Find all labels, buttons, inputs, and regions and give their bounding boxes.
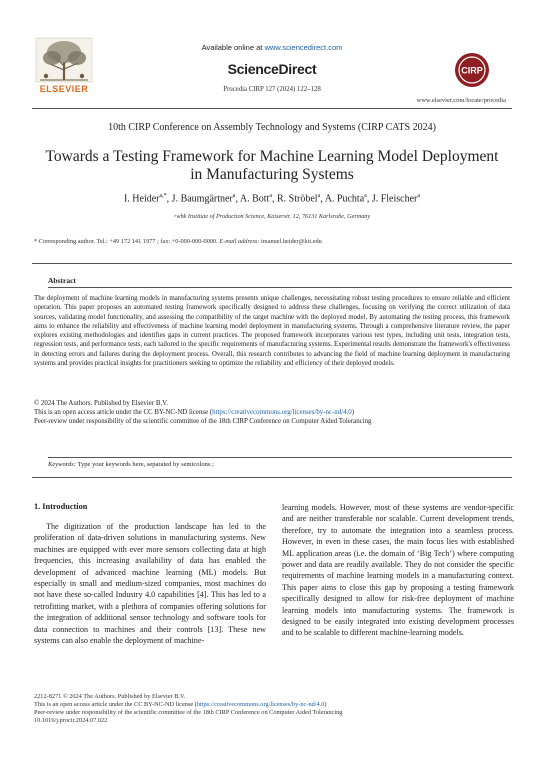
author-separator: , — [320, 193, 325, 205]
open-access-prefix: This is an open access article under the CC BY-NC-ND license ( — [34, 409, 213, 416]
availability-prefix: Available online at — [201, 43, 265, 52]
left-column — [34, 521, 266, 646]
author-separator: , — [166, 193, 172, 205]
license-link[interactable]: https://creativecommons.org/licenses/by-nc-nd/4.0 — [212, 409, 352, 416]
author-separator: , — [235, 193, 240, 205]
footer-open-access-prefix: This is an open access article under the CC BY-NC-ND license ( — [34, 701, 197, 708]
author-name: A. Bott — [239, 193, 270, 205]
author-affil-mark: a — [317, 193, 321, 199]
availability-line — [0, 43, 544, 52]
open-access-line — [34, 408, 510, 417]
intro-paragraph-left: The digitization of the production landscape has led to the proliferation of data-driven solutions in manufacturing systems. New machines are equipped with ever more sensors collecting data at high frequencies, this increasing availability of data has enabled the development of advanced machine learning (ML) models. But especially in small and medium-sized companies, most machines do not have these so-called Industry 4.0 capabilities [4]. This has led to a retrofitting market, with a plethora of companies offering solutions for the integration of additional sensor technology and software tools for data connection to machines and their controls [13]. These new systems can also enable the deployment of machine- — [34, 522, 266, 646]
author-affil-mark: a,* — [159, 193, 167, 199]
copyright-line: © 2024 The Authors. Published by Elsevier B.V. — [34, 400, 168, 407]
footer-issn: 2212-8271 © 2024 The Authors. Published by Elsevier B.V. — [34, 693, 186, 700]
author-list — [0, 193, 544, 204]
author-separator: , — [366, 193, 372, 205]
corresponding-contact: * Corresponding author. Tel.: +49 172 141 1977 ; fax: +0-000-000-0000. — [34, 238, 220, 245]
author-affil-mark: a — [232, 193, 236, 199]
abstract-body: The deployment of machine learning models in manufacturing systems presents unique challenges, necessitating robust testing procedures to ensure reliable and efficient operation. This paper proposes an automated testing framework specifically designed to address these challenges, focusing on verifying the correct utilization of data sources, validating model functionality, and assessing the compatibility of the target machine with the deployed model. By automating the testing process, this framework aims to enhance the reliability and effectiveness of machine learning model deployment in manufacturing systems. Through a comprehensive literature review, the paper explores existing methodologies and identifies gaps in current practices. The proposed framework incorporates various test types, including unit tests, integration tests, regression tests, and performance tests, each tailored to the specific requirements of manufacturing systems. Experimental results demonstrate the framework's effectiveness in detecting errors and failures during the deployment process. Overall, this research contributes to advancing the field of machine learning deployment in manufacturing systems and provides practical insights for practitioners seeking to optimize the reliability and efficiency of their deployed models. — [34, 295, 510, 368]
author-name: R. Ströbel — [277, 193, 318, 205]
keywords-bottom-divider — [32, 477, 512, 478]
abstract-heading-divider — [48, 287, 512, 288]
corresponding-author — [34, 238, 514, 245]
peer-review-line: Peer-review under responsibility of the scientific committee of the 18th CIRP Conference on Computer Aided Tolerancing — [34, 418, 372, 425]
sciencedirect-brand: ScienceDirect — [227, 61, 317, 77]
footer — [34, 693, 514, 725]
locate-procedia-link[interactable]: www.elsevier.com/locate/procedia — [416, 97, 506, 104]
footer-peer-review: Peer-review under responsibility of the scientific committee of the 18th CIRP Conference on Computer Aided Tolerancing — [34, 709, 343, 716]
author-name: A. Puchta — [324, 193, 365, 205]
section-heading-introduction: 1. Introduction — [34, 502, 88, 511]
footer-license-link[interactable]: https://creativecommons.org/licenses/by-nc-nd/4.0 — [196, 701, 325, 708]
email-label: E-mail address: — [219, 238, 260, 245]
affiliation: ᵃwbk Institute of Production Science, Kaiserstr. 12, 76131 Karlsruhe, Germany — [173, 213, 371, 220]
conference-name: 10th CIRP Conference on Assembly Technology and Systems (CIRP CATS 2024) — [108, 122, 436, 133]
author-separator: , — [272, 193, 278, 205]
cirp-logo-text: CIRP — [461, 65, 483, 76]
intro-paragraph-right: learning models. However, most of these systems are vendor-specific and are neither transferable nor scalable. Current development trends, therefore, try to automate the integration into a seamless process. However, in even in these cases, the main focus lies with established ML application areas (i.e. the domain of ‘Big Tech’) where computing power and data are readily available. They do not consider the specific requirements of machine learning models in a manufacturing context. This paper aims to close this gap by proposing a testing framework specifically designed to allow for risk-free deployment of machine learning models into manufacturing systems. The framework is designed to be easily integrated into existing development processes and to be scalable to different machine-learning models. — [282, 503, 514, 638]
abstract-top-divider — [32, 263, 512, 264]
abstract-heading: Abstract — [48, 276, 76, 285]
keywords-line — [48, 461, 214, 468]
author-affil-mark: a — [269, 193, 273, 199]
paper-title — [30, 148, 514, 184]
author-affil-mark: a — [364, 193, 367, 199]
author-name: J. Fleischer — [371, 193, 418, 205]
keywords-label: Keywords: — [48, 461, 76, 468]
header-divider — [32, 108, 512, 109]
author-affil-mark: a — [417, 193, 421, 199]
email-address[interactable]: imanuel.heider@kit.edu — [259, 238, 322, 245]
title-line-2: in Manufacturing Systems — [190, 166, 354, 183]
journal-reference: Procedia CIRP 127 (2024) 122–128 — [223, 86, 321, 93]
right-column — [282, 502, 514, 639]
author-name: J. Baumgärtner — [171, 193, 233, 205]
keywords-value: Type your keywords here, separated by semicolons ; — [75, 461, 214, 468]
publisher-name: ELSEVIER — [39, 84, 89, 94]
footer-open-access — [34, 701, 514, 709]
open-access-suffix: ) — [351, 409, 355, 416]
footer-doi[interactable]: 10.1016/j.procir.2024.07.022 — [34, 717, 108, 724]
cirp-logo — [454, 52, 490, 88]
author-name: I. Heider — [123, 193, 160, 205]
keywords-top-divider — [48, 457, 512, 458]
sciencedirect-link[interactable]: www.sciencedirect.com — [264, 43, 343, 52]
title-line-1: Towards a Testing Framework for Machine Learning Model Deployment — [45, 148, 499, 165]
footer-open-access-suffix: ) — [324, 701, 327, 708]
